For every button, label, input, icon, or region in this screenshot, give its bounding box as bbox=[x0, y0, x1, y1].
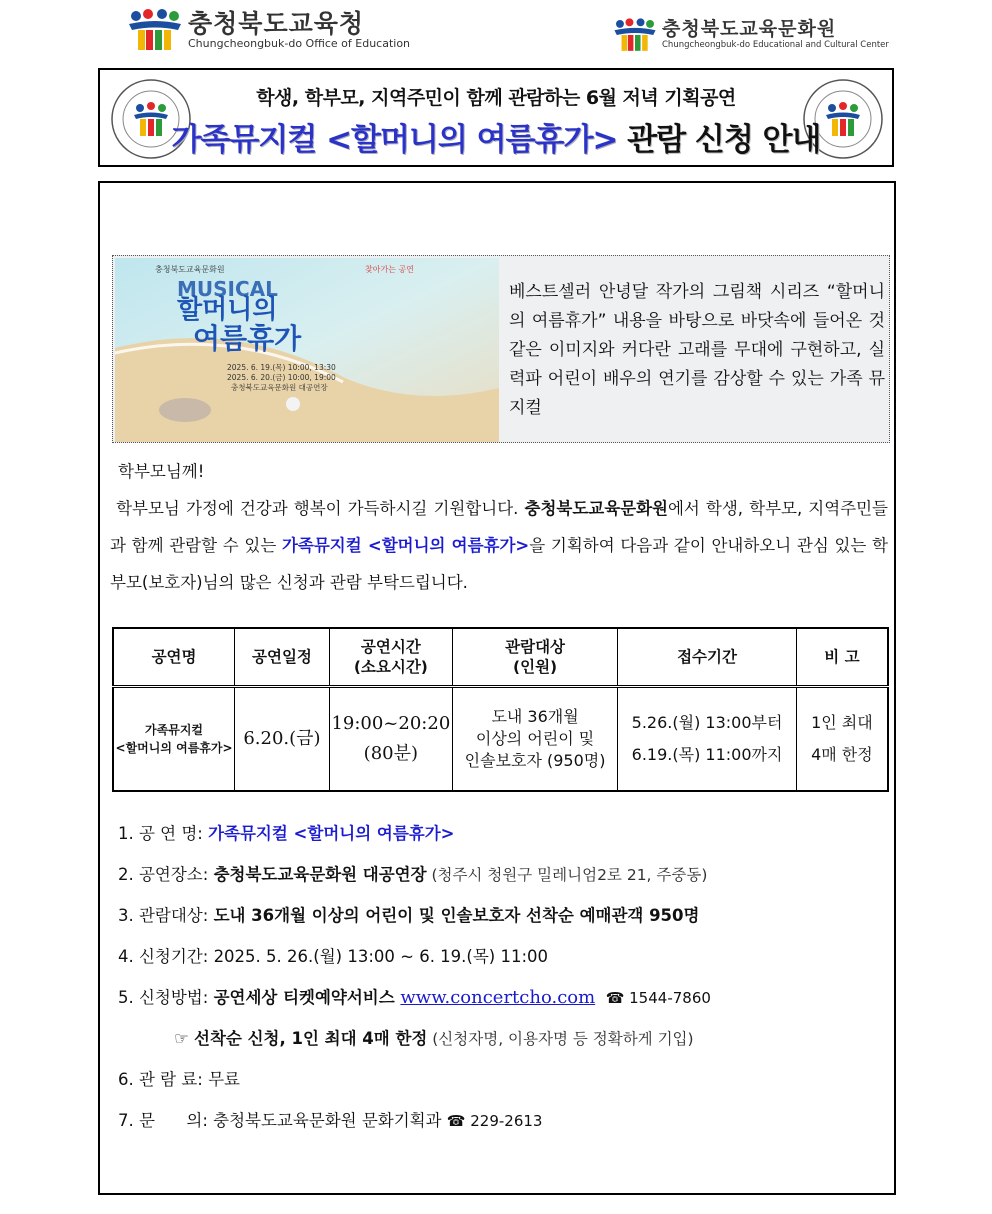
list-item bbox=[118, 977, 711, 1018]
poster-org: 충청북도교육문화원 bbox=[155, 265, 225, 274]
item-value: 선착순 신청, 1인 최대 4매 한정 bbox=[194, 1029, 428, 1048]
cell-target bbox=[452, 687, 617, 792]
poster-venue: 충청북도교육문화원 대공연장 bbox=[231, 383, 328, 392]
musical-poster bbox=[115, 258, 499, 442]
item-label: 3. 관람대상: bbox=[118, 906, 214, 925]
list-item bbox=[118, 1100, 711, 1141]
period-end: 6.19.(목) 11:00까지 bbox=[631, 745, 783, 764]
list-item bbox=[118, 936, 711, 977]
show-name-line1: 가족뮤지컬 bbox=[145, 723, 204, 737]
table-header-row bbox=[113, 628, 888, 687]
letter-part3: 을 기획하여 다음과 같이 안내하오니 관심 있는 학부모(보호자)님의 많은 신청과 관람 부탁드립니다. bbox=[110, 536, 888, 592]
letter-body bbox=[110, 490, 888, 601]
letter-part1: 학부모님 가정에 건강과 행복이 가득하시길 기원합니다. bbox=[116, 499, 525, 518]
phone-number: ☎ 1544-7860 bbox=[605, 989, 711, 1007]
target-line2: 이상의 어린이 및 bbox=[475, 729, 595, 748]
item-label: 5. 신청방법: bbox=[118, 988, 214, 1007]
office-name-english: Chungcheongbuk-do Office of Education bbox=[188, 37, 411, 50]
cell-show-name bbox=[113, 687, 235, 792]
item-value: 2025. 5. 26.(월) 13:00 ~ 6. 19.(목) 11:00 bbox=[213, 947, 549, 966]
item-label: 1. 공 연 명: bbox=[118, 824, 209, 843]
cell-time bbox=[329, 687, 452, 792]
item-value: 충청북도교육문화원 문화기획과 bbox=[213, 1111, 447, 1130]
header-target: 관람대상 (인원) bbox=[452, 628, 617, 687]
cell-period bbox=[618, 687, 796, 792]
center-name-english: Chungcheongbuk-do Educational and Cultural Center bbox=[662, 40, 889, 50]
letter-part2: 에서 학생, 학부모, 지역주민들과 함께 관람할 수 있는 bbox=[110, 499, 888, 555]
poster-title-line2: 여름휴가 bbox=[193, 322, 302, 355]
cell-note bbox=[796, 687, 888, 792]
title-suffix: 관람 신청 안내 bbox=[617, 122, 821, 158]
people-emblem-icon bbox=[126, 6, 184, 54]
letter-org: 충청북도교육문화원 bbox=[524, 499, 668, 518]
poster-title-line1: 할머니의 bbox=[177, 295, 278, 325]
header-time: 공연시간 (소요시간) bbox=[329, 628, 452, 687]
office-name-korean: 충청북도교육청 bbox=[188, 9, 365, 38]
concert-link[interactable]: www.concertcho.com bbox=[400, 987, 596, 1008]
time-duration: (80분) bbox=[363, 743, 419, 764]
item-value: 충청북도교육문화원 대공연장 bbox=[213, 865, 427, 884]
item-extra: (청주시 청원구 밀레니엄2로 21, 주중동) bbox=[426, 866, 708, 884]
item-label: 6. 관 람 료: bbox=[118, 1070, 209, 1089]
letter-greeting: 학부모님께! bbox=[118, 462, 205, 481]
content-box bbox=[98, 181, 896, 1195]
table-row bbox=[113, 687, 888, 792]
header-period: 접수기간 bbox=[618, 628, 796, 687]
list-item bbox=[118, 854, 711, 895]
letter-show: 가족뮤지컬 <할머니의 여름휴가> bbox=[281, 536, 530, 555]
cultural-center-logo bbox=[612, 16, 889, 54]
target-line1: 도내 36개월 bbox=[491, 707, 579, 726]
item-value: 공연세상 티켓예약서비스 bbox=[213, 988, 401, 1007]
header-show-name: 공연명 bbox=[113, 628, 235, 687]
list-item bbox=[118, 1059, 711, 1100]
poster-musical: MUSICAL bbox=[177, 277, 278, 301]
pointing-hand-icon: ☞ bbox=[174, 1029, 195, 1048]
details-list bbox=[118, 813, 711, 1141]
list-item bbox=[118, 813, 711, 854]
item-value: 가족뮤지컬 <할머니의 여름휴가> bbox=[208, 824, 455, 843]
item-label: 4. 신청기간: bbox=[118, 947, 214, 966]
center-name-korean: 충청북도교육문화원 bbox=[662, 18, 837, 40]
item-label: 7. 문 의: bbox=[118, 1111, 214, 1130]
period-start: 5.26.(월) 13:00부터 bbox=[631, 713, 783, 732]
promo-description: 베스트셀러 안녕달 작가의 그림책 시리즈 “할머니의 여름휴가” 내용을 바탕으로 바닷속에 들어온 것 같은 이미지와 커다란 고래를 무대에 구현하고, 실력파 어린이 배우의 연기를 감상할 수 있는 가족 뮤지컬 bbox=[509, 282, 885, 418]
item-value: 무료 bbox=[208, 1070, 240, 1089]
list-item bbox=[118, 895, 711, 936]
note-line2: 4매 한정 bbox=[811, 745, 873, 764]
target-line3: 인솔보호자 (950명) bbox=[464, 751, 606, 770]
poster-date2: 2025. 6. 20.(금) 10:00, 19:00 bbox=[227, 373, 336, 382]
poster-date1: 2025. 6. 19.(목) 10:00, 13:30 bbox=[227, 363, 336, 372]
promo-section bbox=[112, 255, 890, 443]
people-emblem-icon bbox=[612, 16, 658, 54]
poster-tag: 찾아가는 공연 bbox=[365, 265, 414, 274]
page-title bbox=[100, 114, 892, 159]
header-note: 비 고 bbox=[796, 628, 888, 687]
page-subtitle: 학생, 학부모, 지역주민이 함께 관람하는 6월 저녁 기획공연 bbox=[256, 87, 736, 109]
item-extra: (신청자명, 이용자명 등 정확하게 기입) bbox=[427, 1030, 694, 1048]
phone-number: ☎ 229-2613 bbox=[446, 1112, 543, 1130]
schedule-table bbox=[112, 627, 889, 792]
item-value: 도내 36개월 이상의 어린이 및 인솔보호자 선착순 예매관객 950명 bbox=[213, 906, 700, 925]
note-line1: 1인 최대 bbox=[811, 713, 873, 732]
office-of-education-logo bbox=[126, 6, 410, 54]
show-name-line2: <할머니의 여름휴가> bbox=[115, 741, 233, 755]
list-item bbox=[118, 1018, 711, 1059]
title-box bbox=[98, 68, 894, 167]
header-date: 공연일정 bbox=[235, 628, 330, 687]
time-range: 19:00~20:20 bbox=[331, 713, 451, 734]
cell-date: 6.20.(금) bbox=[235, 687, 330, 792]
title-show-name: 가족뮤지컬 <할머니의 여름휴가> bbox=[171, 122, 618, 158]
item-label: 2. 공연장소: bbox=[118, 865, 214, 884]
